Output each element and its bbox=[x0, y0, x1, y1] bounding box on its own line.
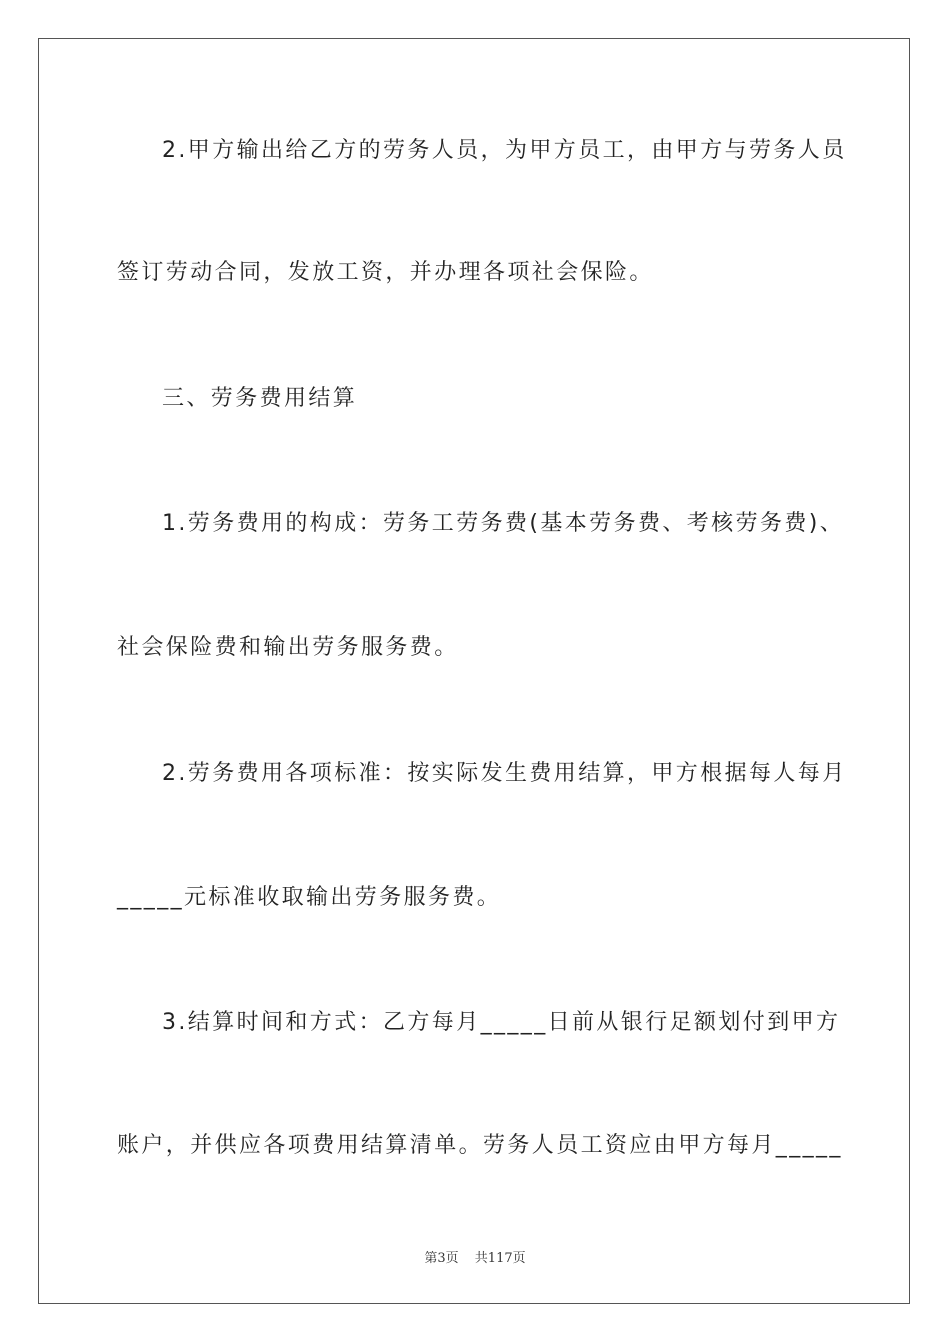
paragraph-line: 1.劳务费用的构成：劳务工劳务费(基本劳务费、考核劳务费)、 bbox=[162, 511, 845, 536]
paragraph-line: 账户，并供应各项费用结算清单。劳务人员工资应由甲方每月_____ bbox=[117, 1133, 843, 1158]
paragraph-line: 社会保险费和输出劳务服务费。 bbox=[117, 635, 459, 660]
page-footer bbox=[0, 1247, 950, 1266]
paragraph-line: 2.甲方输出给乙方的劳务人员，为甲方员工，由甲方与劳务人员 bbox=[162, 138, 847, 163]
paragraph-line: 2.劳务费用各项标准：按实际发生费用结算，甲方根据每人每月 bbox=[162, 761, 847, 786]
section-heading: 三、劳务费用结算 bbox=[162, 386, 358, 411]
paragraph-line: 签订劳动合同，发放工资，并办理各项社会保险。 bbox=[117, 260, 654, 285]
paragraph-line: _____元标准收取输出劳务服务费。 bbox=[117, 885, 502, 910]
paragraph-line: 3.结算时间和方式：乙方每月_____日前从银行足额划付到甲方 bbox=[162, 1010, 841, 1035]
page-border bbox=[38, 38, 910, 1304]
total-pages: 共117页 bbox=[474, 1251, 526, 1266]
page-number: 第3页 bbox=[424, 1251, 459, 1266]
